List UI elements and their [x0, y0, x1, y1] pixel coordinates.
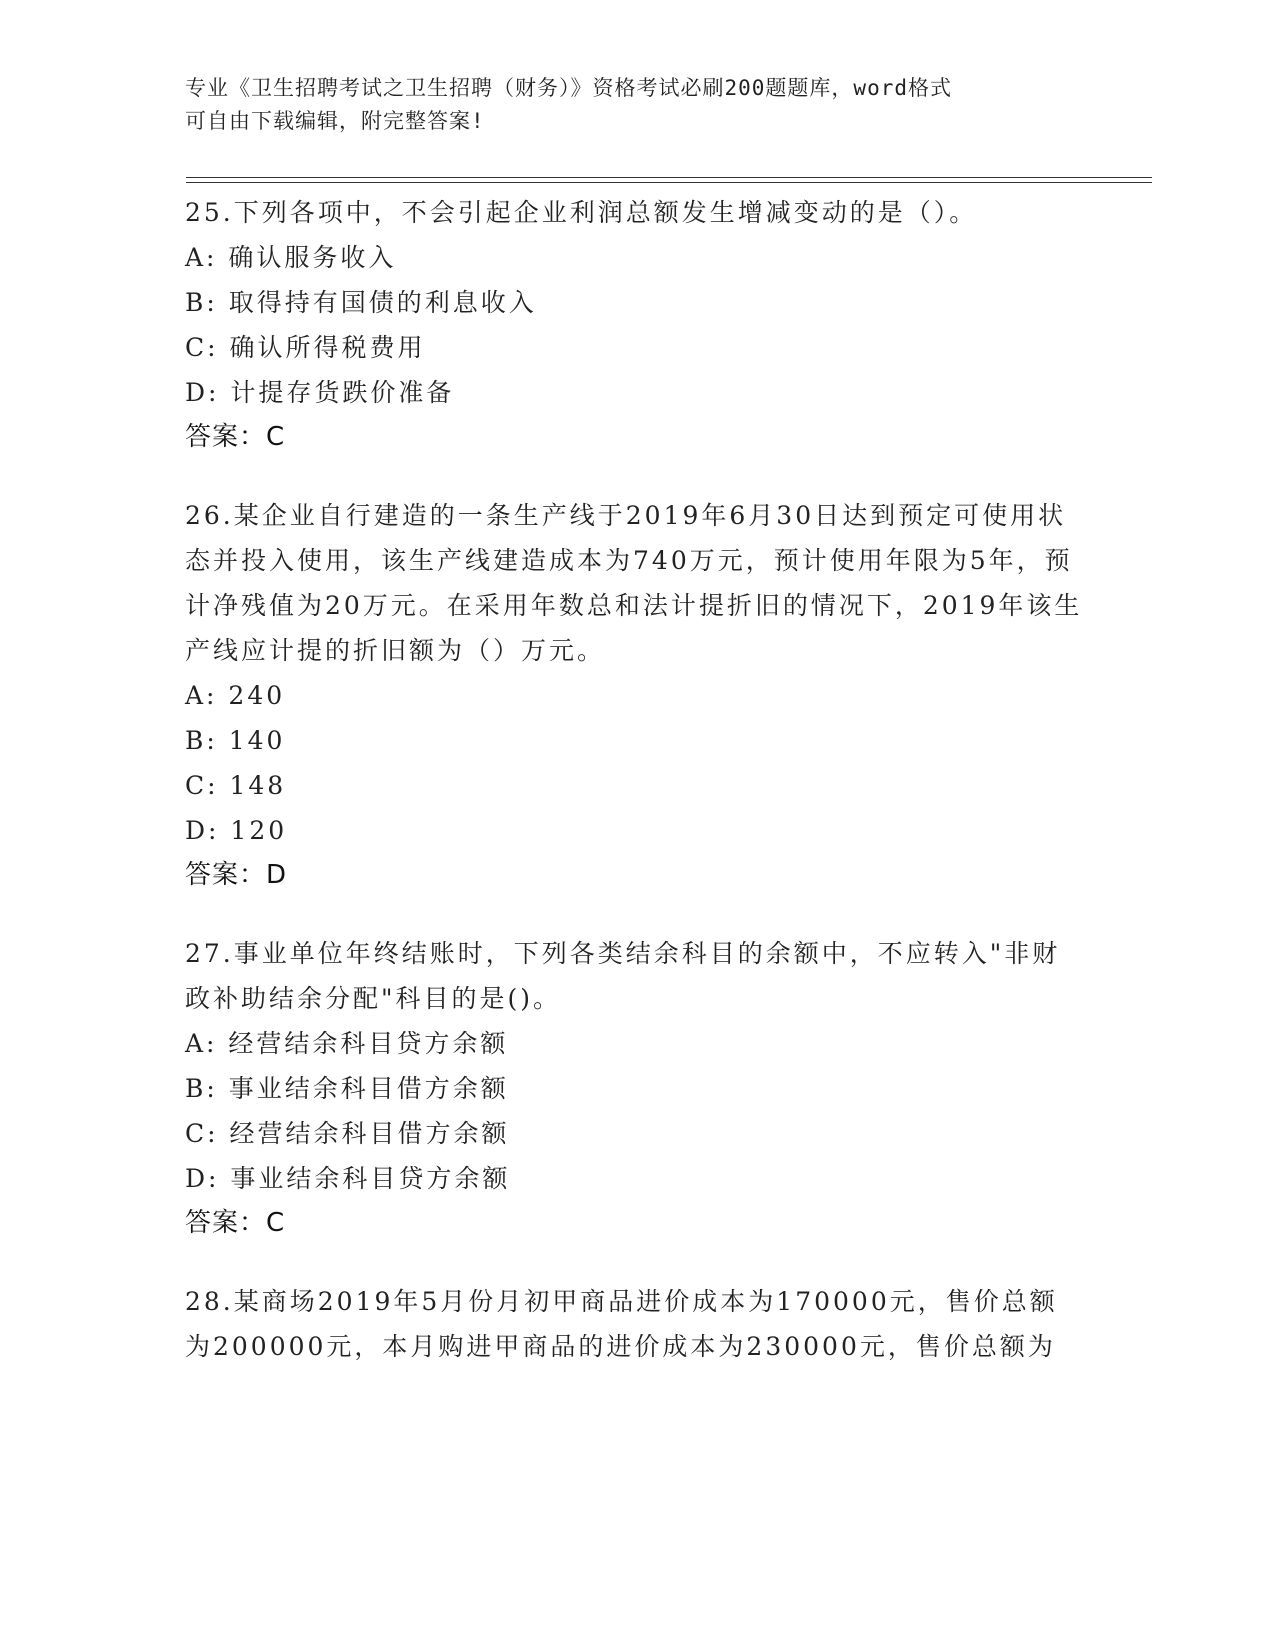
- option-d: D: 事业结余科目贷方余额: [185, 1164, 511, 1193]
- answer-label: 答案：C: [185, 1208, 286, 1238]
- option-c: C: 148: [185, 771, 287, 800]
- question-text: 25.下列各项中，不会引起企业利润总额发生增减变动的是（）。: [185, 198, 978, 227]
- document-header: [185, 72, 1085, 138]
- option-b: B: 取得持有国债的利息收入: [185, 288, 537, 317]
- answer-label: 答案：C: [185, 422, 286, 452]
- option-a: A: 确认服务收入: [185, 243, 397, 272]
- question-text: 27.事业单位年终结账时，下列各类结余科目的余额中，不应转入"非财政补助结余分配"科目的是()。: [185, 939, 1061, 1013]
- question-25: [185, 190, 1085, 460]
- option-a: A: 经营结余科目贷方余额: [185, 1029, 509, 1058]
- question-27: [185, 931, 1085, 1246]
- option-a: A: 240: [185, 681, 286, 710]
- question-text: 28.某商场2019年5月份月初甲商品进价成本为170000元，售价总额为200000元，本月购进甲商品的进价成本为230000元，售价总额为: [185, 1287, 1058, 1361]
- question-text: 26.某企业自行建造的一条生产线于2019年6月30日达到预定可使用状态并投入使用，该生产线建造成本为740万元，预计使用年限为5年，预计净残值为20万元。在采用年数总和法计提折旧的情况下，2019年该生产线应计提的折旧额为（）万元。: [185, 501, 1083, 665]
- question-26: [185, 493, 1085, 898]
- question-28: [185, 1279, 1085, 1369]
- header-divider-bottom: [186, 182, 1152, 183]
- option-b: B: 事业结余科目借方余额: [185, 1074, 509, 1103]
- option-b: B: 140: [185, 726, 286, 755]
- option-c: C: 确认所得税费用: [185, 333, 426, 362]
- header-line-1: 专业《卫生招聘考试之卫生招聘（财务）》资格考试必刷200题题库，word格式: [185, 76, 952, 100]
- option-d: D: 120: [185, 816, 288, 845]
- option-c: C: 经营结余科目借方余额: [185, 1119, 510, 1148]
- answer-label: 答案：D: [185, 860, 288, 890]
- question-list: [185, 190, 1085, 1402]
- header-divider-top: [186, 177, 1152, 178]
- option-d: D: 计提存货跌价准备: [185, 378, 455, 407]
- header-line-2: 可自由下载编辑，附完整答案!: [185, 109, 485, 133]
